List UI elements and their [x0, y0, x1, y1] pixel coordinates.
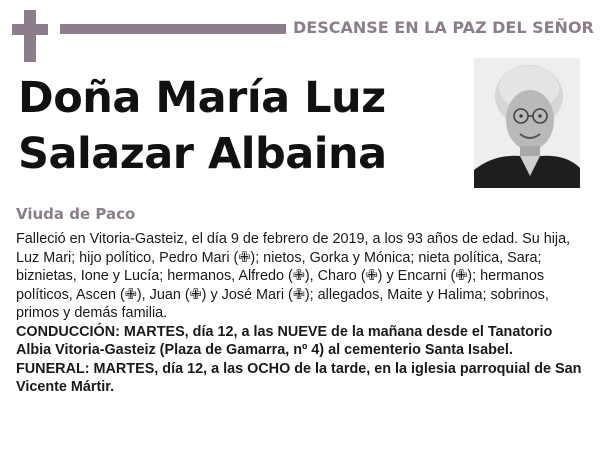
deceased-name — [18, 70, 458, 182]
funeral-paragraph: FUNERAL: MARTES, día 12, a las OCHO de la tarde, en la iglesia parroquial de San Vicente Mártir. — [16, 360, 582, 395]
name-line-2: Salazar Albaina — [18, 129, 387, 179]
widow-subtitle: Viuda de Paco — [16, 205, 136, 223]
portrait-photo — [474, 58, 580, 188]
latin-cross-icon — [12, 10, 48, 62]
portrait-image — [474, 58, 580, 188]
conduction-paragraph: CONDUCCIÓN: MARTES, día 12, a las NUEVE de la mañana desde el Tanatorio Albia Vitoria-Gasteiz (Plaza de Gamarra, nº 4) al cementerio Santa Isabel. — [16, 323, 553, 358]
header-band — [60, 24, 286, 34]
obituary-body — [16, 230, 588, 397]
motto: DESCANSE EN LA PAZ DEL SEÑOR — [293, 18, 594, 37]
name-line-1: Doña María Luz — [18, 73, 386, 123]
announcement-paragraph: Falleció en Vitoria-Gasteiz, el día 9 de febrero de 2019, a los 93 años de edad. Su hija, Luz Mari; hijo político, Pedro Mari (✙); nietos, Gorka y Mónica; nieta política, Sara; biznietas, Ione y Lucía; hermanos, Alfredo (✙), Charo (✙) y Encarni (✙); hermanos políticos, Ascen (✙), Juan (✙) y José Mari (✙); allegados, Maite y Halima; sobrinos, primos y demás familia. — [16, 231, 571, 321]
